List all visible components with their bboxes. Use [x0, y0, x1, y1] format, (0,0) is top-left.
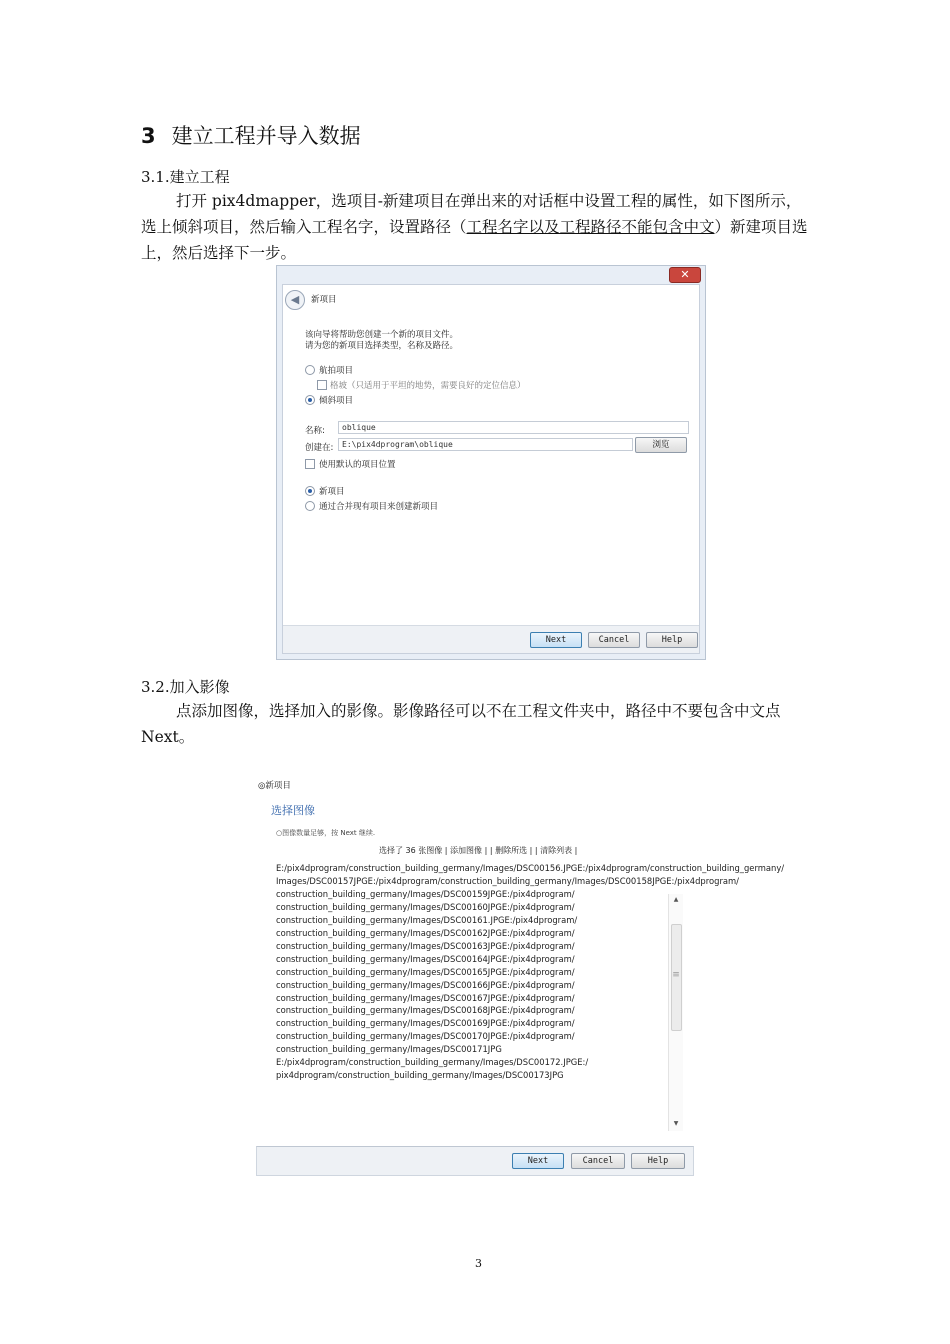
section-number: 3 — [141, 124, 156, 148]
scroll-up-icon[interactable]: ▲ — [673, 896, 679, 903]
radio-new-project-label: 新项目 — [319, 487, 345, 497]
browse-button[interactable]: 浏览 — [635, 437, 687, 453]
checkbox-default-location[interactable] — [305, 459, 315, 469]
dialog-footer — [256, 1146, 694, 1176]
section-heading — [141, 120, 361, 150]
paragraph-3-2: 点添加图像，选择加入的影像。影像路径可以不在工程文件夹中，路径中不要包含中文点 Next。 — [141, 702, 781, 746]
back-arrow-icon[interactable]: ◀ — [285, 290, 305, 310]
dialog-subtitle: 选择图像 — [271, 804, 315, 817]
image-count-hint: ○图像数量足够，按 Next 继续. — [276, 829, 376, 837]
name-label: 名称: — [305, 426, 325, 436]
select-images-dialog-screenshot — [256, 776, 785, 1176]
new-project-dialog-screenshot — [276, 265, 706, 660]
radio-aerial-label: 航拍项目 — [319, 366, 354, 376]
help-button[interactable]: Help — [631, 1153, 685, 1169]
image-path-list: E:/pix4dprogram/construction_building_germany/Images/DSC00156.JPGE:/pix4dprogram/construction_building_germany/ Images/DSC00157JPGE:/pix4dprogram/construction_building_germany/Images/DSC00158JPGE:/pix4dprogram/ construction_building_germany/Images/DSC00159JPGE:/pix4dprogram/ construction_building_germany/Images/DSC00160JPGE:/pix4dprogram/ construction_building_germany/Images/DSC00161.JPGE:/pix4dprogram/ construction_building_germany/Images/DSC00162JPGE:/pix4dprogram/ construction_building_germany/Images/DSC00163JPGE:/pix4dprogram/ construction_building_germany/Images/DSC00164JPGE:/pix4dprogram/ construction_building_germany/Images/DSC00165JPGE:/pix4dprogram/ construction_building_germany/Images/DSC00166JPGE:/pix4dprogram/ construction_building_germany/Images/DSC00167JPGE:/pix4dprogram/ construction_building_germany/Images/DSC00168JPGE:/pix4dprogram/ construction_building_germany/Images/DSC00169JPGE:/pix4dprogram/ construction_building_germany/Images/DSC00170JPGE:/pix4dprogram/ construction_building_germany/Images/DSC00171JPG E:/pix4dprogram/construction_building_germany/Images/DSC00172.JPGE:/ pix4dprogram/construction_building_germany/Images/DSC00173JPG — [276, 863, 785, 1081]
subsection-heading-3-1: 3.1.建立工程 — [141, 168, 230, 186]
intro-line-2: 请为您的新项目选择类型，名称及路径。 — [305, 341, 459, 351]
dialog-title: 新项目 — [311, 295, 337, 305]
radio-oblique-label: 倾斜项目 — [319, 396, 354, 406]
close-button[interactable]: ✕ — [669, 267, 701, 283]
next-button[interactable]: Next — [530, 632, 582, 648]
path-label: 创建在: — [305, 443, 334, 453]
default-location-label: 使用默认的项目位置 — [319, 460, 396, 470]
paragraph-3-1 — [141, 188, 811, 266]
scroll-grip-icon: ≡ — [672, 970, 680, 980]
scroll-down-icon[interactable]: ▼ — [673, 1120, 679, 1127]
paragraph-underlined-text: 工程名字以及工程路径不能包含中文 — [466, 218, 715, 236]
next-button[interactable]: Next — [512, 1153, 564, 1169]
images-toolbar[interactable]: 选择了 36 张图像 | 添加图像 | | 删除所选 | | 清除列表 | — [379, 846, 578, 855]
radio-merge-project-label: 通过合并现有项目来创建新项目 — [319, 502, 439, 512]
radio-new-project[interactable] — [305, 486, 315, 496]
radio-aerial[interactable] — [305, 365, 315, 375]
radio-oblique[interactable] — [305, 395, 315, 405]
dialog-footer — [283, 625, 699, 653]
paragraph-text-end: ）新建项目选上，然后选择下一步。 — [141, 218, 808, 262]
dialog-title: ◎新项目 — [258, 781, 291, 791]
vertical-scrollbar[interactable] — [668, 894, 683, 1131]
checkbox-grid[interactable] — [317, 380, 327, 390]
subsection-heading-3-2: 3.2.加入影像 — [141, 678, 230, 696]
section-title: 建立工程并导入数据 — [171, 124, 361, 148]
cancel-button[interactable]: Cancel — [588, 632, 640, 648]
radio-merge-project[interactable] — [305, 501, 315, 511]
path-input[interactable]: E:\pix4dprogram\oblique — [338, 438, 633, 451]
intro-line-1: 该向导将帮助您创建一个新的项目文件。 — [305, 330, 459, 340]
paragraph-text: 打开 pix4dmapper，选项目-新建项目在弹出来的对话框中设置工程的属性，如下图所示，选上倾斜项目，然后输入工程名字，设置路径（ — [141, 192, 802, 236]
cancel-button[interactable]: Cancel — [571, 1153, 625, 1169]
dialog-body — [282, 284, 700, 654]
checkbox-grid-label: 格坡（只适用于平坦的地势，需要良好的定位信息） — [330, 381, 526, 391]
page-number: 3 — [475, 1257, 482, 1270]
name-input[interactable]: oblique — [338, 421, 689, 434]
help-button[interactable]: Help — [646, 632, 698, 648]
